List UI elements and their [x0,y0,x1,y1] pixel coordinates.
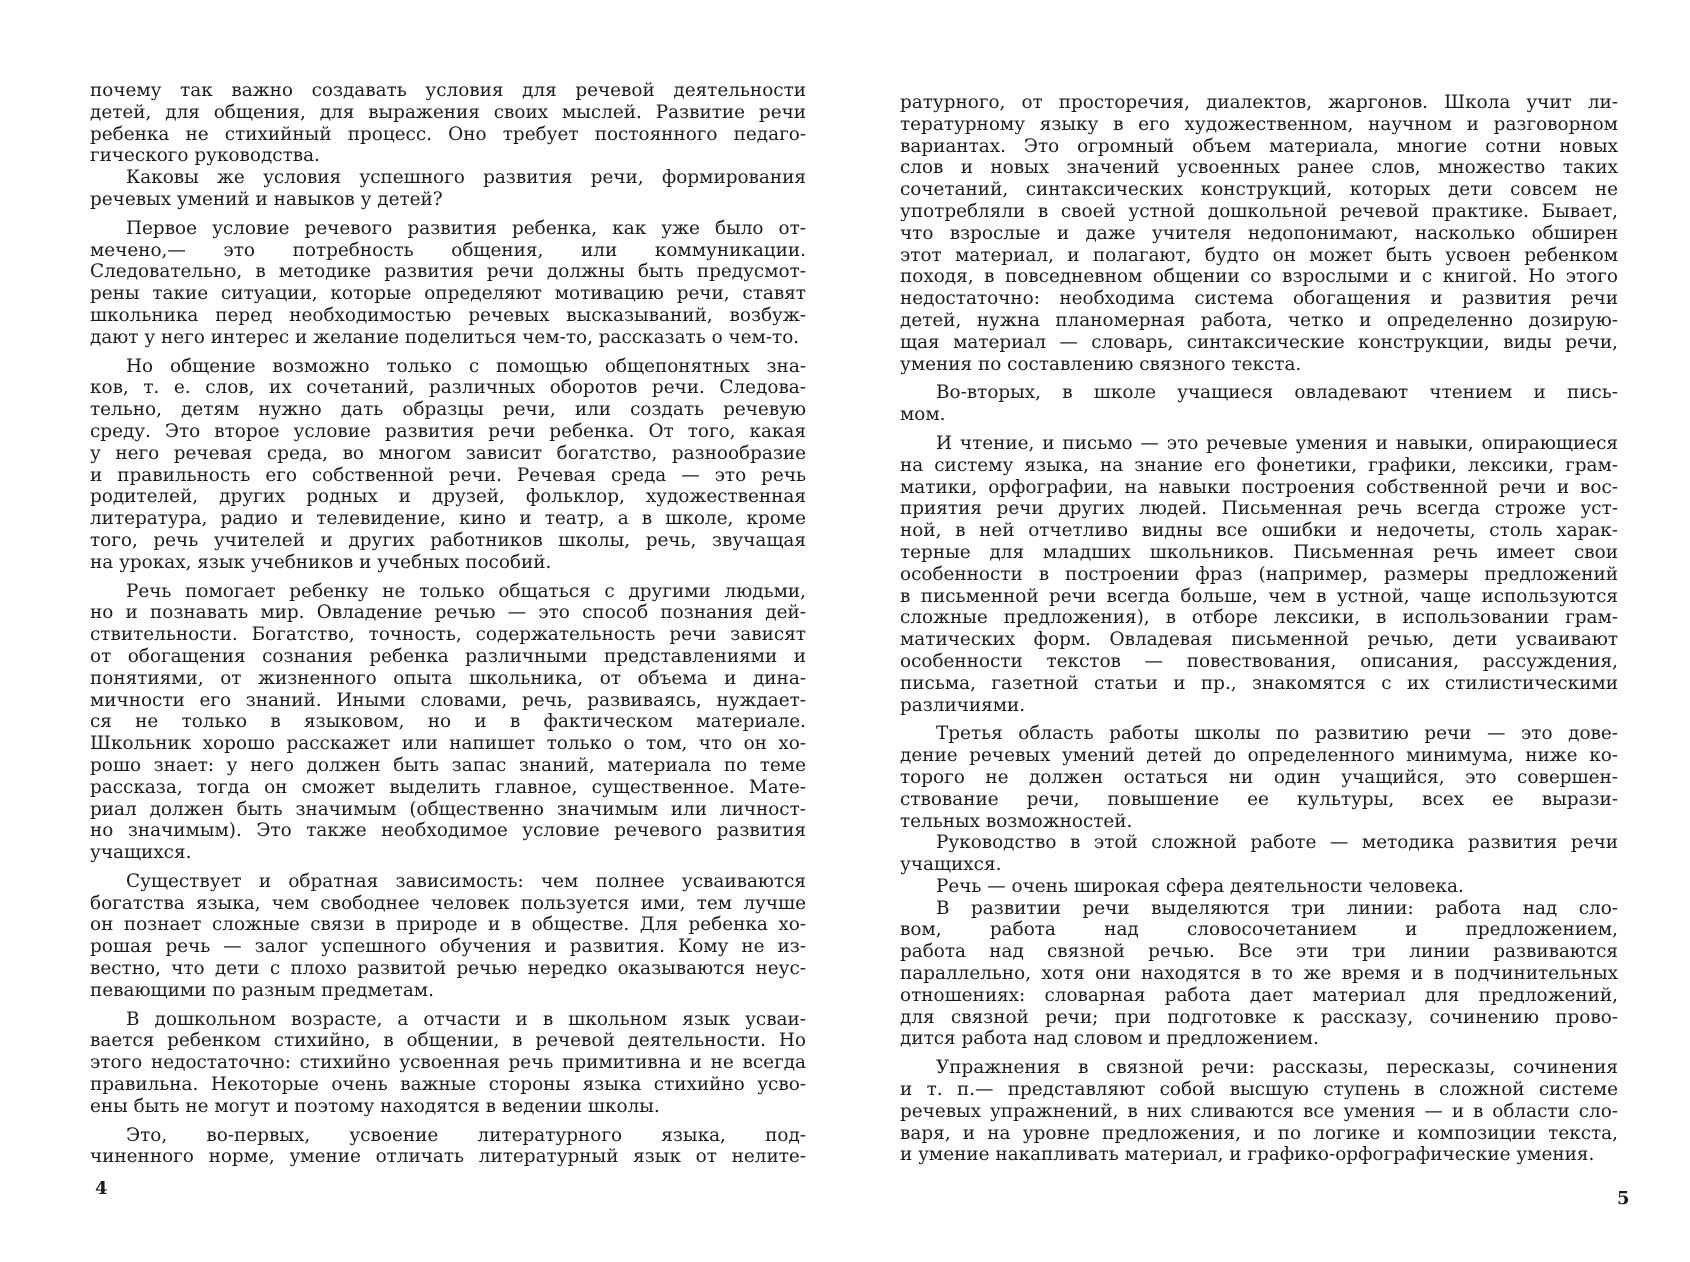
text-line: родителей, других родных и друзей, фольклор, художественная [90,486,806,508]
text-line: Следовательно, в методике развития речи должны быть предусмот- [90,261,806,283]
text-line: вестно, что дети с плохо развитой речью нередко оказываются неус- [90,958,806,980]
text-line: ены быть не могут и поэтому находятся в ведении школы. [90,1095,660,1117]
text-line: речевых упражнений, в них сливаются все умения — и в области сло- [900,1100,1618,1122]
text-line: мом. [900,404,946,426]
text-line: ствование речи, повышение ее культуры, всех ее вырази- [900,788,1618,810]
text-line: рошо знает: у него должен быть запас знаний, материала по теме [90,754,806,776]
text-line: различиями. [900,694,1026,716]
text-line: И чтение, и письмо — это речевые умения и навыки, опирающиеся [936,432,1618,454]
text-line: речевых умений и навыков у детей? [90,188,443,210]
text-line: мечено,— это потребность общения, или коммуникации. [90,239,806,261]
text-line: вом, работа над словосочетанием и предложением, [900,919,1618,941]
text-line: умения по составлению связного текста. [900,353,1302,375]
text-line: ной, в ней отчетливо видны все ошибки и недочеты, столь харак- [900,520,1618,542]
text-line: мичности его знаний. Иными словами, речь, развиваясь, нуждает- [90,689,806,711]
text-line: чиненного норме, умение отличать литературный язык от нелите- [90,1146,806,1168]
text-line: тельно, детям нужно дать образцы речи, или создать речевую [90,399,806,421]
right-page [900,92,1618,1166]
text-line: правильна. Некоторые очень важные стороны языка стихийно усво- [90,1074,806,1096]
text-line: Существует и обратная зависимость: чем полнее усваиваются [126,870,806,892]
text-line: понятиями, от жизненного опыта школьника, от объема и дина- [90,667,806,689]
text-line: варя, и на уровне предложения, и по логике и композиции текста, [900,1122,1618,1144]
text-line: и правильность его собственной речи. Речевая среда — это речь [90,464,806,486]
text-line: для связной речи; при подготовке к рассказу, сочинению прово- [900,1006,1618,1028]
text-line: слов и новых значений усвоенных ранее слов, множество таких [900,157,1618,179]
text-line: рассказа, тогда он сможет выделить главное, существенное. Мате- [90,776,806,798]
text-line: Речь помогает ребенку не только общаться с другими людьми, [126,580,806,602]
text-line: среду. Это второе условие развития речи ребенка. От того, какая [90,420,806,442]
text-line: и т. п.— представляют собой высшую ступень в сложной системе [900,1079,1618,1101]
left-page [90,80,806,1168]
text-line: ся не только в языковом, но и в фактическом материале. [90,711,806,733]
text-line: употребляли в своей устной дошкольной речевой практике. Бывает, [900,200,1618,222]
text-line: но значимым). Это также необходимое условие речевого развития [90,820,806,842]
text-line: того, речь учителей и других работников школы, речь, звучащая [90,529,806,551]
text-line: тературному языку в его художественном, научном и разговорном [900,113,1618,135]
text-line: работа над связной речью. Все эти три линии развиваются [900,941,1618,963]
text-line: на уроках, язык учебников и учебных пособий. [90,551,552,573]
text-line: сочетаний, синтаксических конструкций, которых дети совсем не [900,179,1618,201]
text-line: щая материал — словарь, синтаксические конструкции, виды речи, [900,331,1618,353]
text-line: риал должен быть значимым (общественно значимым или личност- [90,798,806,820]
text-line: певающими по разным предметам. [90,979,434,1001]
text-line: терные для младших школьников. Письменная речь имеет свои [900,541,1618,563]
text-line: ков, т. е. слов, их сочетаний, различных оборотов речи. Следова- [90,377,806,399]
text-line: В развитии речи выделяются три линии: работа над сло- [936,897,1618,919]
text-line: письма, газетной статьи и пр., знакомятся с их стилистическими [900,672,1618,694]
text-line: матики, орфографии, на навыки построения собственной речи и вос- [900,476,1618,498]
text-line: дение речевых умений детей до определенного минимума, ниже ко- [900,745,1618,767]
text-line: что взрослые и даже учителя недопонимают, насколько обширен [900,222,1618,244]
text-line: матических форм. Овладевая письменной речью, дети усваивают [900,629,1618,651]
text-line: ребенка не стихийный процесс. Оно требует постоянного педаго- [90,123,806,145]
text-line: рошая речь — залог успешного обучения и развития. Кому не из- [90,936,806,958]
text-line: литература, радио и телевидение, кино и театр, а в школе, кроме [90,508,806,530]
text-line: ратурного, от просторечия, диалектов, жаргонов. Школа учит ли- [900,92,1618,113]
text-line: отношениях: словарная работа дает материал для предложений, [900,984,1618,1006]
text-line: приятия речи других людей. Письменная речь всегда строже уст- [900,498,1618,520]
text-line: на систему языка, на знание его фонетики, графики, лексики, грам- [900,454,1618,476]
text-line: В дошкольном возрасте, а отчасти и в школьном язык усваи- [126,1008,806,1030]
text-line: почему так важно создавать условия для речевой деятельности [90,80,806,101]
text-line: рены такие ситуации, которые определяют мотивацию речи, ставят [90,283,806,305]
text-line: Школьник хорошо расскажет или напишет только о том, что он хо- [90,733,806,755]
text-line: школьника перед необходимостью речевых высказываний, возбуж- [90,304,806,326]
text-line: учащихся. [90,842,192,864]
text-line: у него речевая среда, во многом зависит богатство, разнообразие [90,442,806,464]
text-line: детей, для общения, для выражения своих мыслей. Развитие речи [90,101,806,123]
text-line: Речь — очень широкая сфера деятельности человека. [936,875,1464,897]
text-line: дится работа над словом и предложением. [900,1028,1319,1050]
text-line: Но общение возможно только с помощью общепонятных зна- [126,355,806,377]
text-line: Упражнения в связной речи: рассказы, пересказы, сочинения [936,1057,1618,1079]
text-line: вариантах. Это огромный объем материала, многие сотни новых [900,135,1618,157]
text-line: Руководство в этой сложной работе — методика развития речи [936,832,1618,854]
text-line: учащихся. [900,854,1002,876]
text-line: он познает сложные связи в природе и в обществе. Для ребенка хо- [90,914,806,936]
text-line: богатства языка, чем свободнее человек пользуется ими, тем лучше [90,892,806,914]
right-page-number: 5 [1617,1188,1630,1209]
text-line: торого не должен остаться ни один учащийся, это совершен- [900,766,1618,788]
text-line: и умение накапливать материал, и графико-орфографические умения. [900,1144,1595,1166]
text-line: в письменной речи всегда больше, чем в устной, чаще используются [900,585,1618,607]
text-line: вается ребенком стихийно, в общении, в речевой деятельности. Но [90,1030,806,1052]
text-line: походя, в повседневном общении со взрослыми и с книгой. Но этого [900,266,1618,288]
text-line: гического руководства. [90,145,320,167]
text-line: Третья область работы школы по развитию речи — это дове- [936,723,1618,745]
text-line: особенности в построении фраз (например, размеры предложений [900,563,1618,585]
text-line: от обогащения сознания ребенка различными представлениями и [90,645,806,667]
text-line: Первое условие речевого развития ребенка, как уже было от- [126,217,806,239]
text-line: тельных возможностей. [900,810,1133,832]
text-line: недостаточно: необходима система обогащения и развития речи [900,288,1618,310]
text-line: дают у него интерес и желание поделиться чем-то, рассказать о чем-то. [90,326,800,348]
text-line: сложные предложения), в отборе лексики, в использовании грам- [900,607,1618,629]
text-line: детей, нужна планомерная работа, четко и определенно дозирую- [900,309,1618,331]
text-line: особенности текстов — повествования, описания, рассуждения, [900,650,1618,672]
text-line: Это, во-первых, усвоение литературного языка, под- [126,1124,806,1146]
left-page-number: 4 [95,1178,108,1199]
text-line: параллельно, хотя они находятся в то же время и в подчинительных [900,963,1618,985]
text-line: этот материал, и полагают, будто он может быть усвоен ребенком [900,244,1618,266]
text-line: но и познавать мир. Овладение речью — это способ познания дей- [90,602,806,624]
text-line: ствительности. Богатство, точность, содержательность речи зависят [90,624,806,646]
text-line: Во-вторых, в школе учащиеся овладевают чтением и пись- [936,382,1618,404]
text-line: Каковы же условия успешного развития речи, формирования [126,167,806,189]
text-line: этого недостаточно: стихийно усвоенная речь примитивна и не всегда [90,1052,806,1074]
